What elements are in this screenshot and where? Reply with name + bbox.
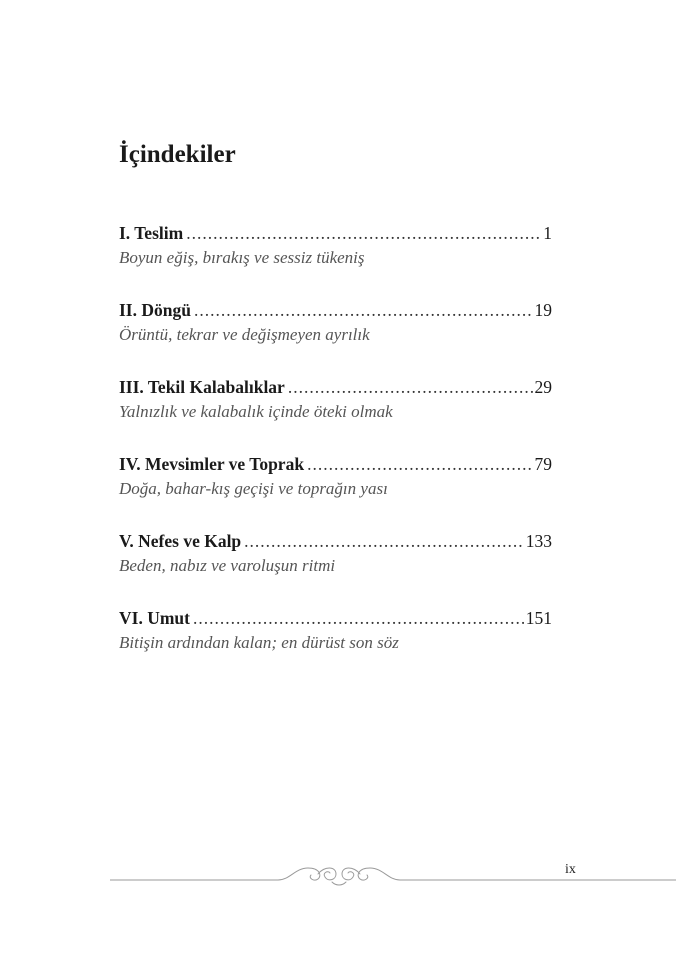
toc-entry-page: 79 [534,454,552,474]
toc-entry[interactable] [119,297,552,374]
toc-entry-page: 1 [543,223,552,243]
toc-entry-subtitle: Bitişin ardından kalan; en dürüst son söz [119,633,399,652]
toc-leader-dots [288,374,533,400]
toc-entry-title: I. Teslim [119,223,184,243]
toc-entry[interactable] [119,605,552,682]
toc-entry-title: II. Döngü [119,300,191,320]
toc-entry-subtitle: Boyun eğiş, bırakış ve sessiz tükeniş [119,248,365,267]
toc-entry-line [119,297,552,323]
page-title: İçindekiler [119,141,236,168]
toc-entry-line [119,605,552,631]
toc-entry-title: VI. Umut [119,608,190,628]
toc-entry-line [119,528,552,554]
toc-entry-page: 133 [525,531,552,551]
toc-leader-dots [193,605,524,631]
toc-leader-dots [194,297,533,323]
toc-entry-page: 29 [534,377,552,397]
toc-entry-title: IV. Mevsimler ve Toprak [119,454,305,474]
toc-entry-page: 19 [534,300,552,320]
toc-entry-subtitle: Yalnızlık ve kalabalık içinde öteki olmak [119,402,393,421]
toc-entry-subtitle: Örüntü, tekrar ve değişmeyen ayrılık [119,325,370,344]
toc-entry-subtitle: Beden, nabız ve varoluşun ritmi [119,556,336,575]
toc-entry-line [119,374,552,400]
toc-entry-line [119,220,552,246]
toc-leader-dots [307,451,532,477]
toc-entry[interactable] [119,528,552,605]
toc-entry-subtitle: Doğa, bahar-kış geçişi ve toprağın yası [119,479,388,498]
toc-entry[interactable] [119,220,552,297]
table-of-contents [119,220,552,682]
toc-entry-page: 151 [525,608,552,628]
toc-entry-title: V. Nefes ve Kalp [119,531,242,551]
page-number: ix [565,862,576,877]
toc-entry-line [119,451,552,477]
toc-leader-dots [186,220,541,246]
toc-entry-title: III. Tekil Kalabalıklar [119,377,285,397]
toc-entry[interactable] [119,451,552,528]
toc-entry[interactable] [119,374,552,451]
flourish-divider-icon [110,858,676,892]
toc-leader-dots [244,528,524,554]
